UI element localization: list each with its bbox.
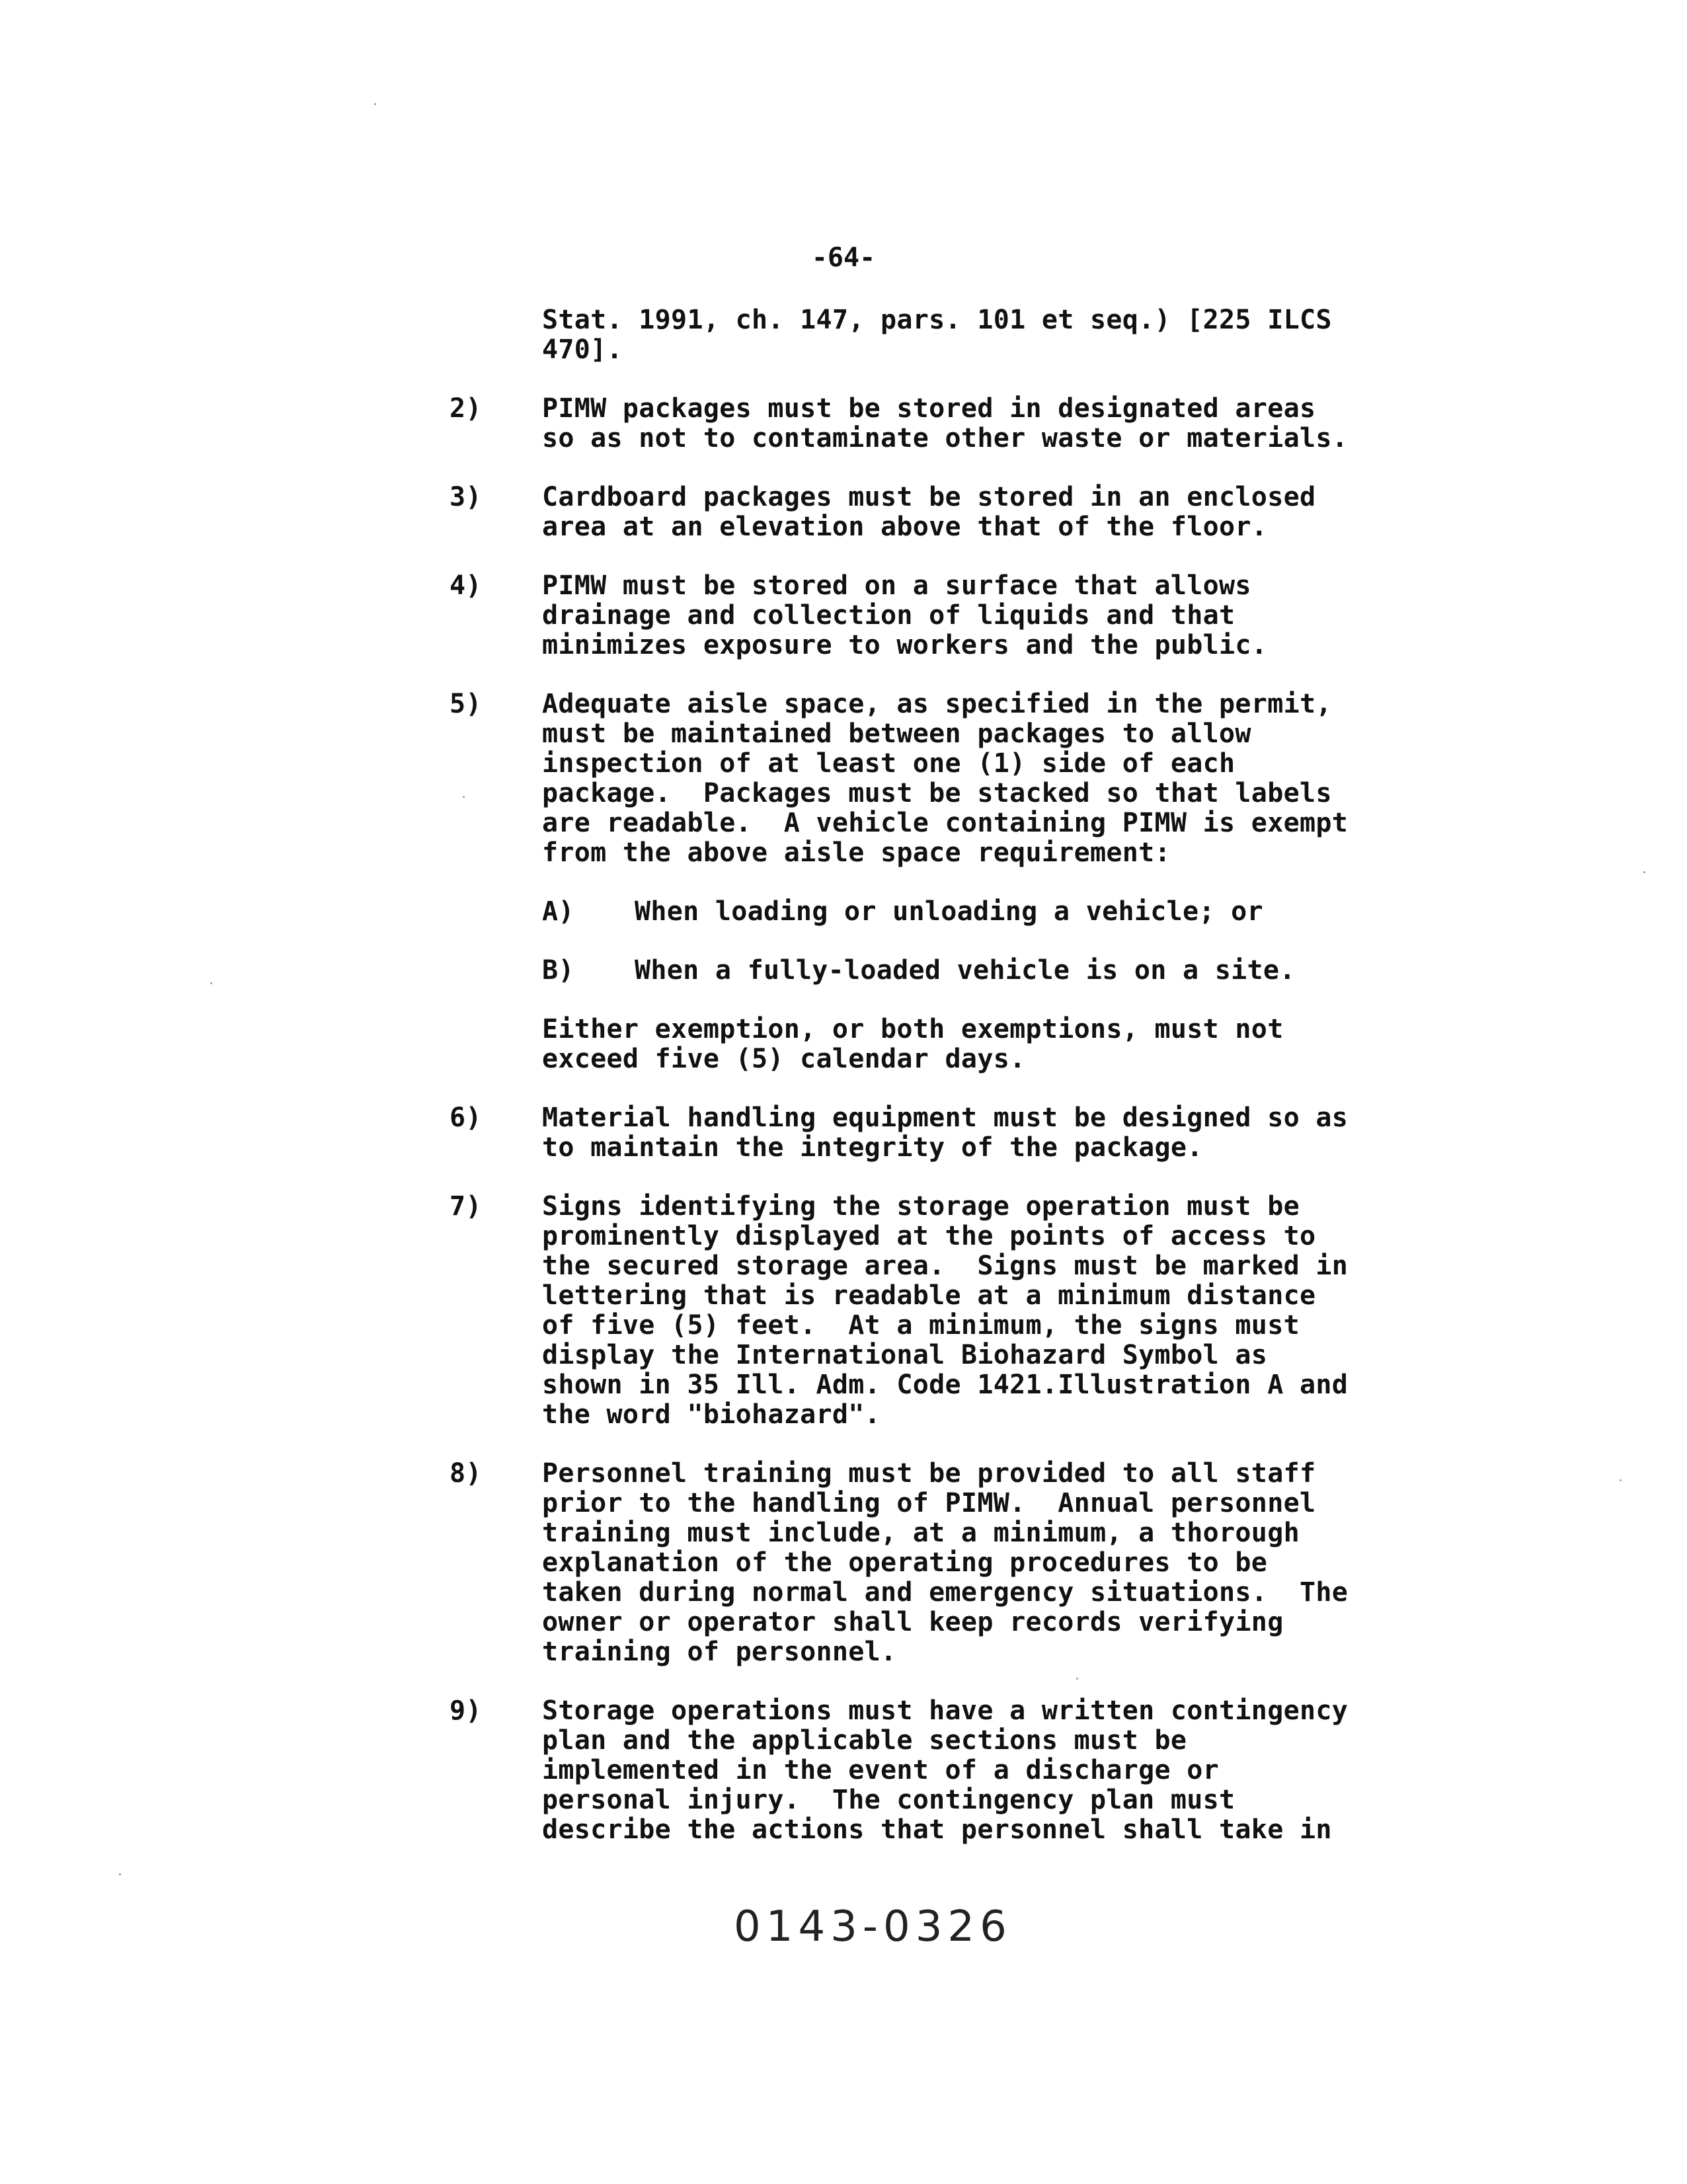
item-text: Personnel training must be provided to all staff prior to the handling of PIMW. Annual personnel training must include, at a minimum, a thorough explanation of the operating procedures to be taken during normal and emergency situations. The owner or operator shall keep records verifying training of personnel. <box>542 1458 1349 1667</box>
list-item <box>450 1459 1481 1667</box>
list-item <box>450 1696 1481 1845</box>
sub-item <box>542 897 1348 927</box>
sub-list <box>542 897 1348 986</box>
sub-item-text: When loading or unloading a vehicle; or <box>635 896 1263 927</box>
item-number: 7) <box>450 1191 482 1222</box>
item-number: 3) <box>450 482 482 512</box>
item-number: 4) <box>450 570 482 601</box>
item-text: Adequate aisle space, as specified in the permit, must be maintained between packages to allow inspection of at least one (1) side of each package. Packages must be stacked so that labels are readable. A vehicle containing PIMW is exempt from the above aisle space requirement: <box>542 689 1349 868</box>
list-item <box>450 483 1481 542</box>
scan-speck <box>374 103 376 105</box>
page-number: -64- <box>811 243 876 273</box>
item-text: Signs identifying the storage operation must be prominently displayed at the points of access to the secured storage area. Signs must be marked in lettering that is readable at a minimum distance of five (5) feet. At a minimum, the signs must display the International Biohazard Symbol as shown in 35 Ill. Adm. Code 1421.Illustration A and the word "biohazard". <box>542 1191 1349 1430</box>
list-item <box>450 571 1481 660</box>
item-number: 6) <box>450 1103 482 1133</box>
item-content <box>542 689 1348 1074</box>
sub-item <box>542 956 1348 986</box>
scan-speck <box>1643 871 1645 873</box>
item-text: Cardboard packages must be stored in an enclosed area at an elevation above that of the floor. <box>542 482 1316 542</box>
item-text: Storage operations must have a written contingency plan and the applicable sections must be implemented in the event of a discharge or personal injury. The contingency plan must describe the actions that personnel shall take in <box>542 1696 1349 1845</box>
list-item <box>450 394 1481 453</box>
item-text: Material handling equipment must be designed so as to maintain the integrity of the package. <box>542 1103 1349 1163</box>
scan-speck <box>1620 1479 1622 1481</box>
scan-speck <box>119 1873 121 1875</box>
document-body <box>450 305 1481 1874</box>
scan-speck <box>1076 1678 1078 1680</box>
list-item <box>450 689 1481 1074</box>
sub-item-text: When a fully-loaded vehicle is on a site. <box>635 955 1296 986</box>
intro-paragraph: Stat. 1991, ch. 147, pars. 101 et seq.) [225 ILCS 470]. <box>542 305 1332 365</box>
scan-speck <box>463 796 465 798</box>
item-number: 9) <box>450 1696 482 1726</box>
exemption-note: Either exemption, or both exemptions, must not exceed five (5) calendar days. <box>542 1014 1284 1074</box>
sub-item-letter: B) <box>542 955 574 986</box>
scan-speck <box>210 982 212 984</box>
list-item <box>450 1192 1481 1430</box>
item-text: PIMW packages must be stored in designated areas so as not to contaminate other waste or materials. <box>542 393 1349 453</box>
item-number: 5) <box>450 689 482 719</box>
sub-item-letter: A) <box>542 896 574 927</box>
list-item <box>450 1103 1481 1163</box>
document-id-stamp: 0143-0326 <box>734 1902 1012 1951</box>
item-text: PIMW must be stored on a surface that allows drainage and collection of liquids and that minimizes exposure to workers and the public. <box>542 570 1268 660</box>
item-number: 2) <box>450 393 482 424</box>
item-number: 8) <box>450 1458 482 1489</box>
